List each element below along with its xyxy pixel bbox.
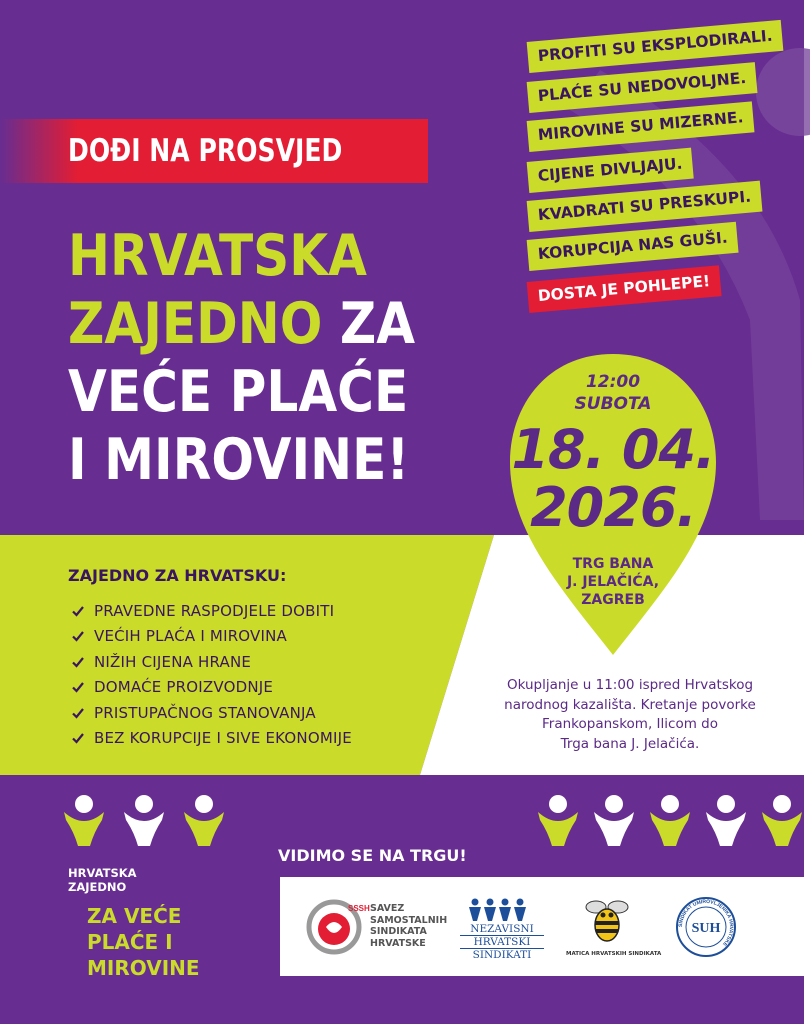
sssh-name-line-2: SAMOSTALNIH — [370, 914, 448, 926]
brand-big — [87, 903, 200, 981]
event-location-line-1: TRG BANA — [572, 556, 654, 572]
list-item — [72, 675, 432, 701]
person-icon — [124, 795, 164, 846]
tagline: KVADRATI SU PRESKUPI. — [527, 181, 763, 232]
tagline: PROFITI SU EKSPLODIRALI. — [527, 20, 784, 73]
people-figures-left — [62, 794, 242, 854]
person-icon — [706, 795, 746, 846]
suh-badge-text: SUH — [691, 921, 721, 936]
headline — [68, 222, 455, 494]
sssh-name-line-4: HRVATSKE — [370, 937, 426, 949]
feature-text: BEZ KORUPCIJE I SIVE EKONOMIJE — [94, 729, 352, 748]
checkmark-icon — [72, 707, 84, 719]
list-item — [72, 700, 432, 726]
gathering-line-2: narodnog kazališta. Kretanje povorke — [504, 696, 756, 713]
list-item — [72, 726, 432, 752]
nhs-name-line-3: SINDIKATI — [472, 949, 532, 961]
nhs-logo-figures — [467, 897, 537, 923]
event-time: 12:00 — [585, 372, 641, 392]
sssh-name-line-1: SAVEZ — [370, 903, 405, 914]
event-location-line-2: J. JELAČIĆA, — [566, 574, 660, 590]
list-item — [72, 649, 432, 675]
feature-text: PRISTUPAČNOG STANOVANJA — [94, 703, 316, 722]
person-icon — [538, 795, 578, 846]
union-logos-strip — [280, 877, 804, 976]
checkmark-icon — [72, 732, 84, 744]
features-list — [72, 598, 432, 751]
sssh-badge-text: SSSH — [348, 904, 370, 913]
headline-line-3: VEĆE PLAĆE — [68, 359, 409, 425]
tagline: CIJENE DIVLJAJU. — [527, 148, 694, 193]
event-date-line-1: 18. 04. — [511, 418, 715, 481]
gathering-line-1: Okupljanje u 11:00 ispred Hrvatskog — [506, 677, 754, 693]
event-date-line-2: 2026. — [530, 476, 696, 539]
people-figures-right — [530, 794, 810, 854]
nhs-name-line-1: NEZAVISNI — [470, 923, 534, 935]
brand-small-line-1: HRVATSKA — [68, 866, 137, 880]
brand-big-line-3: MIROVINE — [87, 956, 200, 980]
brand-small — [68, 866, 137, 894]
bee-icon — [582, 893, 632, 947]
features-title: ZAJEDNO ZA HRVATSKU: — [68, 566, 287, 585]
headline-line-4: I MIROVINE! — [68, 427, 410, 493]
suh-ring-text: SINDIKAT UMIROVLJENIKA HRVATSKE — [677, 898, 735, 948]
list-item — [72, 624, 432, 650]
tagline: PLAĆE SU NEDOVOLJNE. — [527, 62, 758, 113]
banner-text: DOĐI NA PROSVJED — [68, 133, 343, 169]
person-icon — [64, 795, 104, 846]
headline-line-2-green: ZAJEDNO — [68, 291, 323, 357]
sssh-name — [370, 903, 447, 949]
brand-big-line-2: PLAĆE I — [87, 930, 173, 954]
person-icon — [762, 795, 802, 846]
person-icon — [184, 795, 224, 846]
gathering-info — [480, 676, 780, 754]
list-item — [72, 598, 432, 624]
event-location-line-3: ZAGREB — [581, 592, 645, 608]
checkmark-icon — [72, 656, 84, 668]
headline-line-2 — [68, 290, 455, 358]
tagline: KORUPCIJA NAS GUŠI. — [527, 222, 739, 271]
nhs-name — [460, 923, 544, 961]
vidimo-se-text: VIDIMO SE NA TRGU! — [278, 846, 467, 865]
tagline-final: DOSTA JE POHLEPE! — [527, 265, 722, 313]
mhs-name: MATICA HRVATSKIH SINDIKATA — [566, 951, 662, 957]
sssh-logo — [304, 897, 370, 957]
feature-text: PRAVEDNE RASPODJELE DOBITI — [94, 601, 335, 620]
protest-banner — [0, 119, 428, 183]
person-icon — [650, 795, 690, 846]
nhs-name-line-2: HRVATSKI — [460, 935, 544, 949]
headline-line-1: HRVATSKA — [68, 223, 367, 289]
suh-logo — [674, 895, 738, 959]
tagline: MIROVINE SU MIZERNE. — [527, 101, 755, 152]
brand-small-line-2: ZAJEDNO — [68, 880, 127, 894]
checkmark-icon — [72, 630, 84, 642]
event-day: SUBOTA — [574, 394, 652, 414]
feature-text: NIŽIH CIJENA HRANE — [94, 652, 252, 671]
gathering-line-4: Trga bana J. Jelačića. — [560, 735, 700, 752]
feature-text: DOMAĆE PROIZVODNJE — [94, 678, 274, 697]
checkmark-icon — [72, 681, 84, 693]
gathering-line-3: Frankopanskom, Ilicom do — [542, 716, 718, 732]
brand-big-line-1: ZA VEĆE — [87, 904, 182, 928]
checkmark-icon — [72, 605, 84, 617]
feature-text: VEĆIH PLAĆA I MIROVINA — [94, 627, 288, 646]
person-icon — [594, 795, 634, 846]
sssh-name-line-3: SINDIKATA — [370, 926, 427, 937]
tagline-stack — [528, 26, 788, 312]
headline-line-2-white: ZA — [322, 291, 416, 357]
